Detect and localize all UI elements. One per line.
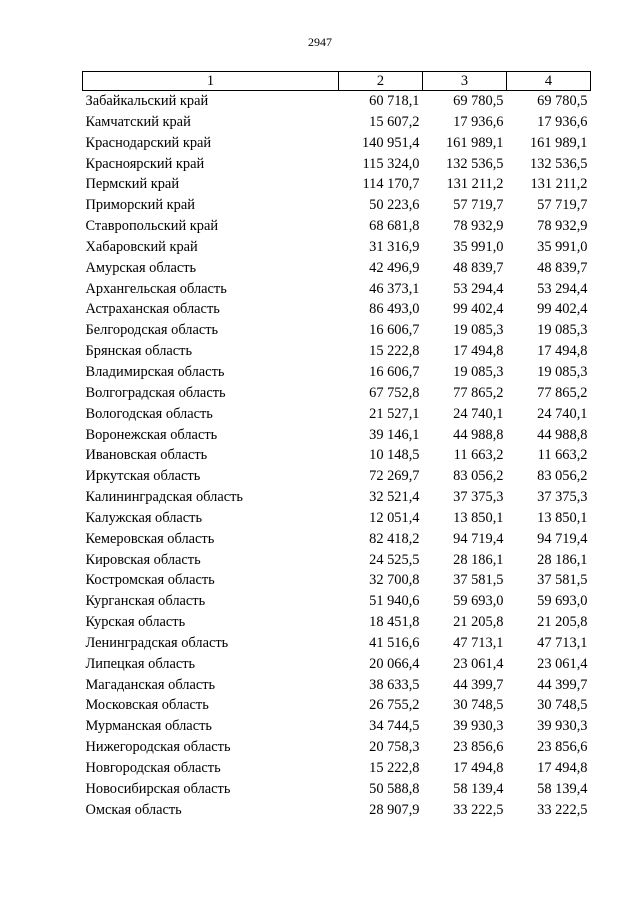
region-name: Магаданская область xyxy=(85,676,216,693)
value-col-3: 39 930,3 xyxy=(453,718,504,735)
value-col-3: 161 989,1 xyxy=(445,134,504,151)
value-col-3: 131 211,2 xyxy=(446,176,504,193)
table-body xyxy=(83,91,591,821)
region-name: Приморский край xyxy=(85,197,195,214)
value-col-4: 83 056,2 xyxy=(537,468,588,485)
value-col-2: 51 940,6 xyxy=(369,593,420,610)
value-col-2: 86 493,0 xyxy=(369,301,420,318)
value-col-4: 17 494,8 xyxy=(537,760,588,776)
value-col-2: 24 525,5 xyxy=(369,551,420,568)
table-row xyxy=(83,341,591,362)
value-col-3: 17 494,8 xyxy=(453,343,504,360)
value-col-4: 132 536,5 xyxy=(529,155,588,172)
value-col-4: 78 932,9 xyxy=(537,218,588,235)
table-row xyxy=(83,174,591,195)
value-col-2: 41 516,6 xyxy=(369,634,420,651)
value-col-2: 38 633,5 xyxy=(369,676,420,693)
value-col-2: 28 907,9 xyxy=(369,801,420,818)
region-name: Московская область xyxy=(85,697,209,714)
value-col-3: 59 693,0 xyxy=(453,593,504,610)
table-row xyxy=(83,112,591,133)
table-row xyxy=(83,320,591,341)
value-col-4: 57 719,7 xyxy=(537,197,588,214)
value-col-4: 23 061,4 xyxy=(537,655,588,672)
table-row xyxy=(83,91,591,112)
table-row xyxy=(83,216,591,237)
value-col-3: 94 719,4 xyxy=(453,530,504,547)
value-col-2: 12 051,4 xyxy=(369,509,420,526)
value-col-2: 16 606,7 xyxy=(369,322,420,339)
table-row xyxy=(83,299,591,320)
value-col-2: 42 496,9 xyxy=(369,259,420,276)
table-row xyxy=(83,425,591,446)
table-row xyxy=(83,404,591,425)
column-header-1: 1 xyxy=(83,72,339,91)
value-col-3: 44 988,8 xyxy=(453,426,504,443)
table-row xyxy=(83,779,591,800)
region-name: Воронежская область xyxy=(85,426,218,443)
table-row xyxy=(83,487,591,508)
value-col-2: 18 451,8 xyxy=(369,614,420,631)
table-row xyxy=(83,258,591,279)
table-row xyxy=(83,800,591,821)
value-col-4: 28 186,1 xyxy=(537,551,588,568)
value-col-4: 13 850,1 xyxy=(537,509,588,526)
value-col-3: 77 865,2 xyxy=(453,384,504,401)
value-col-2: 21 527,1 xyxy=(369,405,420,422)
value-col-2: 60 718,1 xyxy=(369,93,420,109)
value-col-4: 47 713,1 xyxy=(537,634,588,651)
table-row xyxy=(83,654,591,675)
value-col-3: 21 205,8 xyxy=(453,614,504,631)
value-col-3: 35 991,0 xyxy=(453,238,504,255)
region-name: Иркутская область xyxy=(85,468,201,485)
region-name: Новосибирская область xyxy=(85,780,231,797)
region-name: Ленинградская область xyxy=(85,634,229,651)
table-row xyxy=(83,279,591,300)
value-col-4: 17 936,6 xyxy=(537,113,588,130)
region-name: Калининградская область xyxy=(85,489,243,506)
value-col-3: 23 061,4 xyxy=(453,655,504,672)
value-col-4: 53 294,4 xyxy=(537,280,588,297)
value-col-3: 11 663,2 xyxy=(453,447,504,464)
value-col-3: 19 085,3 xyxy=(453,322,504,339)
region-name: Ставропольский край xyxy=(85,218,219,235)
value-col-2: 10 148,5 xyxy=(369,447,420,464)
table-row xyxy=(83,383,591,404)
region-name: Курская область xyxy=(85,614,186,631)
region-name: Ивановская область xyxy=(85,447,208,464)
value-col-2: 26 755,2 xyxy=(369,697,420,714)
value-col-3: 57 719,7 xyxy=(453,197,504,214)
value-col-3: 37 375,3 xyxy=(453,489,504,506)
value-col-2: 68 681,8 xyxy=(369,218,420,235)
table-row xyxy=(83,445,591,466)
column-header-4: 4 xyxy=(507,72,591,91)
table-row xyxy=(83,633,591,654)
region-name: Липецкая область xyxy=(85,655,196,672)
value-col-3: 99 402,4 xyxy=(453,301,504,318)
value-col-4: 17 494,8 xyxy=(537,343,588,360)
value-col-3: 47 713,1 xyxy=(453,634,504,651)
value-col-2: 32 521,4 xyxy=(369,489,420,506)
value-col-3: 17 936,6 xyxy=(453,113,504,130)
table-row xyxy=(83,529,591,550)
value-col-2: 114 170,7 xyxy=(362,176,420,193)
value-col-3: 24 740,1 xyxy=(453,405,504,422)
value-col-2: 20 066,4 xyxy=(369,655,420,672)
region-name: Хабаровский край xyxy=(85,238,198,255)
value-col-3: 53 294,4 xyxy=(453,280,504,297)
value-col-2: 15 222,8 xyxy=(369,760,420,776)
value-col-3: 30 748,5 xyxy=(453,697,504,714)
value-col-3: 58 139,4 xyxy=(453,780,504,797)
value-col-4: 131 211,2 xyxy=(530,176,588,193)
value-col-4: 59 693,0 xyxy=(537,593,588,610)
region-name: Курганская область xyxy=(85,593,206,610)
value-col-4: 39 930,3 xyxy=(537,718,588,735)
table-header-row xyxy=(83,72,591,91)
value-col-2: 72 269,7 xyxy=(369,468,420,485)
table-row xyxy=(83,716,591,737)
region-name: Костромская область xyxy=(85,572,215,589)
region-name: Амурская область xyxy=(85,259,197,276)
value-col-4: 30 748,5 xyxy=(537,697,588,714)
value-col-4: 33 222,5 xyxy=(537,801,588,818)
value-col-3: 37 581,5 xyxy=(453,572,504,589)
column-header-2: 2 xyxy=(339,72,423,91)
region-name: Камчатский край xyxy=(85,113,191,130)
table-row xyxy=(83,466,591,487)
value-col-3: 69 780,5 xyxy=(453,93,504,109)
region-name: Кемеровская область xyxy=(85,530,215,547)
table-row xyxy=(83,675,591,696)
value-col-4: 37 581,5 xyxy=(537,572,588,589)
value-col-2: 115 324,0 xyxy=(362,155,420,172)
region-name: Пермский край xyxy=(85,176,180,193)
table-row xyxy=(83,154,591,175)
value-col-2: 16 606,7 xyxy=(369,363,420,380)
value-col-3: 13 850,1 xyxy=(453,509,504,526)
value-col-3: 44 399,7 xyxy=(453,676,504,693)
region-name: Омская область xyxy=(85,801,182,818)
region-name: Брянская область xyxy=(85,343,193,360)
value-col-3: 48 839,7 xyxy=(453,259,504,276)
value-col-3: 28 186,1 xyxy=(453,551,504,568)
region-name: Астраханская область xyxy=(85,301,220,318)
region-name: Новгородская область xyxy=(85,760,221,776)
value-col-4: 161 989,1 xyxy=(529,134,588,151)
value-col-2: 50 223,6 xyxy=(369,197,420,214)
region-name: Забайкальский край xyxy=(85,93,209,109)
value-col-2: 34 744,5 xyxy=(369,718,420,735)
table-row xyxy=(83,570,591,591)
table-row xyxy=(83,550,591,571)
region-name: Красноярский край xyxy=(85,155,205,172)
value-col-4: 69 780,5 xyxy=(537,93,588,109)
value-col-2: 32 700,8 xyxy=(369,572,420,589)
value-col-3: 78 932,9 xyxy=(453,218,504,235)
region-name: Волгоградская область xyxy=(85,384,226,401)
region-name: Белгородская область xyxy=(85,322,219,339)
region-name: Краснодарский край xyxy=(85,134,212,151)
table-row xyxy=(83,508,591,529)
value-col-4: 24 740,1 xyxy=(537,405,588,422)
value-col-4: 19 085,3 xyxy=(537,322,588,339)
value-col-4: 21 205,8 xyxy=(537,614,588,631)
value-col-4: 44 988,8 xyxy=(537,426,588,443)
value-col-2: 140 951,4 xyxy=(361,134,420,151)
table-row xyxy=(83,195,591,216)
table-row xyxy=(83,591,591,612)
value-col-4: 44 399,7 xyxy=(537,676,588,693)
value-col-4: 94 719,4 xyxy=(537,530,588,547)
value-col-4: 11 663,2 xyxy=(537,447,588,464)
value-col-4: 58 139,4 xyxy=(537,780,588,797)
value-col-3: 17 494,8 xyxy=(453,760,504,776)
region-name: Владимирская область xyxy=(85,363,225,380)
value-col-3: 83 056,2 xyxy=(453,468,504,485)
region-name: Кировская область xyxy=(85,551,201,568)
value-col-2: 15 607,2 xyxy=(369,113,420,130)
table-row xyxy=(83,612,591,633)
table-row xyxy=(83,695,591,716)
region-name: Вологодская область xyxy=(85,405,213,422)
table-row xyxy=(83,758,591,779)
column-header-3: 3 xyxy=(423,72,507,91)
value-col-4: 77 865,2 xyxy=(537,384,588,401)
region-name: Калужская область xyxy=(85,509,203,526)
value-col-4: 19 085,3 xyxy=(537,363,588,380)
table-row xyxy=(83,362,591,383)
value-col-2: 31 316,9 xyxy=(369,238,420,255)
value-col-2: 50 588,8 xyxy=(369,780,420,797)
value-col-2: 82 418,2 xyxy=(369,530,420,547)
value-col-3: 19 085,3 xyxy=(453,363,504,380)
value-col-4: 99 402,4 xyxy=(537,301,588,318)
value-col-3: 132 536,5 xyxy=(445,155,504,172)
value-col-2: 46 373,1 xyxy=(369,280,420,297)
page-number: 2947 xyxy=(308,35,332,49)
value-col-2: 15 222,8 xyxy=(369,343,420,360)
value-col-2: 20 758,3 xyxy=(369,739,420,756)
table-row xyxy=(83,133,591,154)
value-col-3: 33 222,5 xyxy=(453,801,504,818)
value-col-4: 48 839,7 xyxy=(537,259,588,276)
region-name: Мурманская область xyxy=(85,718,212,735)
value-col-4: 35 991,0 xyxy=(537,238,588,255)
table-row xyxy=(83,737,591,758)
value-col-3: 23 856,6 xyxy=(453,739,504,756)
region-name: Архангельская область xyxy=(85,280,227,297)
value-col-4: 23 856,6 xyxy=(537,739,588,756)
region-name: Нижегородская область xyxy=(85,739,231,756)
value-col-2: 39 146,1 xyxy=(369,426,420,443)
data-table xyxy=(82,71,591,821)
value-col-4: 37 375,3 xyxy=(537,489,588,506)
value-col-2: 67 752,8 xyxy=(369,384,420,401)
table-row xyxy=(83,237,591,258)
